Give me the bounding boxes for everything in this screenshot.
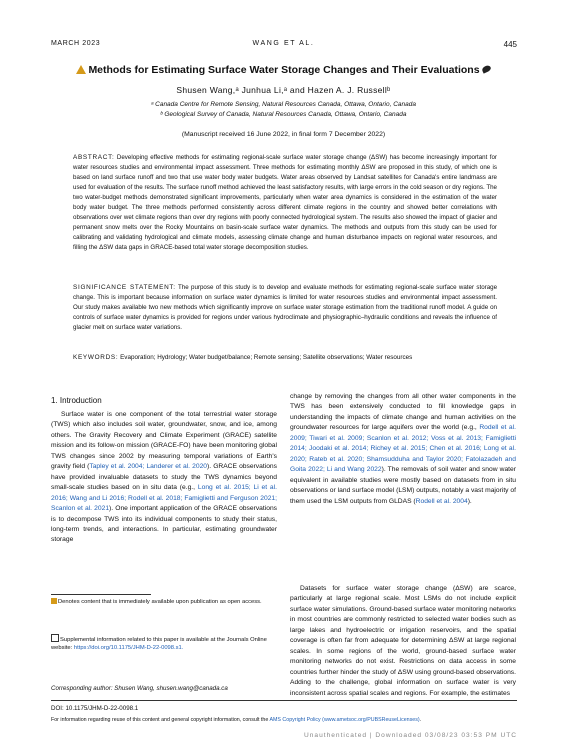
page-footer-rule bbox=[51, 700, 517, 701]
footnote-open-access bbox=[51, 598, 277, 606]
supplemental-note: Supplemental information related to this paper is available at the Journals Online website: bbox=[51, 637, 267, 652]
intro-paragraph-3: Datasets for surface water storage change (ΔSW) are scarce, particularly at large regional scale. Most LSMs do not include explicit surface water simulations. Ground-based surface water monitoring networks in most countries are commonly restricted to selected water bodies such as large lakes and hydroelectric or irrigation reservoirs, and the spatial coverage is often far from adequate for determining ΔSW at large regional scales. In some regions of the world, ground-based surface water monitoring networks do not exist. Restrictions on data access in some countries further hinder the study of ΔSW using ground-based observations. Adding to the challenge, global information on surface water is very inconsistent across spatial scales and regions. For example, the estimates bbox=[290, 585, 516, 697]
keywords-label: KEYWORDS: bbox=[73, 354, 119, 361]
abstract-text: Developing effective methods for estimating regional-scale surface water storage change (ΔSW) has become increasingly important for water resources studies and environmental impact assessment. Three methods for estimating monthly ΔSW are proposed in this study, of which one is based on land surface runoff and two that use water body water budgets. Water areas observed by Landsat satellites for Canada's entire landmass are used for evaluation of the results. The surface runoff method achieved the least satisfactory results, with large errors in the cold season or dry regions. The two water-budget methods demonstrated significant improvements, particularly when water area dynamics is considered in the estimation of the water body water budget. The three methods performed consistently across different climate regions in the country and showed better correlations with observations over wet climate regions than over dry regions with poorly connected hydrological system. The results also showed the impact of glacier and permanent snow melts over the Rocky Mountains on basin-scale surface water dynamics. The methods and outputs from this study can be used for calibrating and validating hydrological and climate models, assessing climate change and human disturbance impacts on regional water resources, and filling the ΔSW data gaps in GRACE-based total water storage decomposition studies. bbox=[73, 154, 497, 251]
keywords-text: Evaporation; Hydrology; Water budget/balance; Remote sensing; Satellite observations; Water resources bbox=[120, 354, 413, 361]
open-access-icon bbox=[51, 598, 57, 604]
body-text: ). The removals of soil water and snow water equivalent in available studies were mostly based on datasets from in situ observations or land surface model (LSM) outputs, notably a vast majority of them used the LSM outputs from GLDAS ( bbox=[290, 466, 516, 505]
abstract-label: ABSTRACT: bbox=[73, 154, 115, 161]
open-access-note: Denotes content that is immediately available upon publication as open access. bbox=[58, 599, 262, 605]
body-text: ). One important application of the GRACE observations is to decompose TWS into its individual components to study their status, long-term trends, and interactions. In particular, estimating groundwater storage bbox=[51, 505, 278, 544]
open-access-icon bbox=[76, 65, 86, 74]
supplement-icon bbox=[51, 634, 59, 642]
copyright-policy-link[interactable]: AMS Copyright Policy (www.ametsoc.org/PUBSReuseLicenses) bbox=[269, 717, 420, 723]
page-number: 445 bbox=[503, 40, 517, 49]
significance-text: The purpose of this study is to develop and evaluate methods for estimating regional-scale surface water storage change. This is important because information on surface water dynamics is limited for water resources studies and environmental impact assessment. Our study makes available two new methods which significantly improve on surface water storage estimation from the traditional runoff model. A guide on controls of surface water dynamics is provided for regions under various hydroclimate and physiographic–hydraulic conditions and reveals the influence of glacier melt on surface water variations. bbox=[73, 284, 498, 331]
abstract bbox=[73, 153, 497, 253]
supplemental-link[interactable]: https://doi.org/10.1175/JHM-D-22-0098.s1. bbox=[73, 645, 184, 652]
copyright-suffix: . bbox=[419, 717, 422, 723]
significance-statement bbox=[73, 283, 497, 333]
citation-link[interactable]: Rodell et al. 2004 bbox=[415, 497, 468, 505]
copyright-prefix: For information regarding reuse of this content and general copyright information, consult the bbox=[51, 717, 270, 723]
supplement-pen-icon bbox=[481, 64, 492, 73]
significance-label: SIGNIFICANCE STATEMENT: bbox=[73, 284, 176, 291]
article-title bbox=[0, 64, 567, 76]
body-text: Surface water is one component of the total terrestrial water storage (TWS) which also includes soil water, groundwater, snow, and ice, among others. The Gravity Recovery and Climate Experiment (GRACE) satellite mission and its follow-on mission (GRACE-FO) have been monitoring global TWS changes since 2002 by measuring temporal variations of Earth's gravity field ( bbox=[51, 411, 277, 471]
citation-link[interactable]: Long et al. 2015; Li et al. 2016; Wang and Li 2016; Rodell et al. 2018; Famiglietti and Ferguson 2021; Scanlon et al. 2021 bbox=[51, 484, 278, 513]
doi: DOI: 10.1175/JHM-D-22-0098.1 bbox=[51, 705, 139, 712]
citation-link[interactable]: Tapley et al. 2004; Landerer et al. 2020 bbox=[89, 463, 208, 471]
intro-paragraph-2 bbox=[290, 392, 516, 507]
title-text: Methods for Estimating Surface Water Storage Changes and Their Evaluations bbox=[88, 64, 480, 76]
download-stamp: Unauthenticated | Downloaded 03/08/23 03:53 PM UTC bbox=[304, 732, 517, 739]
body-text: ). bbox=[467, 497, 472, 505]
received-dates: (Manuscript received 16 June 2022, in final form 7 December 2022) bbox=[181, 131, 386, 138]
corresponding-author: Corresponding author: Shusen Wang, shusen.wang@canada.ca bbox=[51, 685, 228, 692]
running-head-authors: WANG ET AL. bbox=[252, 40, 315, 47]
body-text: ). GRACE observations have provided invaluable datasets to study the TWS dynamics beyond small-scale studies based on in situ data (e.g., bbox=[51, 463, 277, 492]
intro-paragraph-1 bbox=[51, 410, 277, 546]
section-heading-introduction: 1. Introduction bbox=[51, 396, 102, 405]
body-text: change by removing the changes from all other water components in the TWS has been extensively conducted to fill knowledge gaps in understanding the impacts of climate change and human activities on the groundwater resources for large aquifers over the world (e.g., bbox=[290, 393, 516, 432]
running-head-date: MARCH 2023 bbox=[51, 40, 101, 47]
footnote-rule bbox=[51, 594, 151, 595]
affiliation-a: ᵃ Canada Centre for Remote Sensing, Natural Resources Canada, Ottawa, Ontario, Canada bbox=[151, 101, 416, 108]
citation-link[interactable]: Rodell et al. 2009; Tiwari et al. 2009; Scanlon et al. 2012; Voss et al. 2013; Famiglietti 2014; Joodaki et al. 2014; Richey et al. 2015; Chen et al. 2016; Long et al. 2020; Rateb et al. 2020; Shamsudduha and Taylor 2020; Fatolazadeh and Goita 2022; Li and Wang 2022 bbox=[290, 424, 516, 474]
author-list: Shusen Wang,ᵃ Junhua Li,ᵃ and Hazen A. J. Russellᵇ bbox=[176, 85, 391, 95]
keywords bbox=[73, 354, 497, 361]
affiliation-b: ᵇ Geological Survey of Canada, Natural Resources Canada, Ottawa, Ontario, Canada bbox=[160, 111, 407, 118]
copyright-footer bbox=[51, 717, 517, 723]
footnote-supplemental bbox=[51, 634, 277, 652]
